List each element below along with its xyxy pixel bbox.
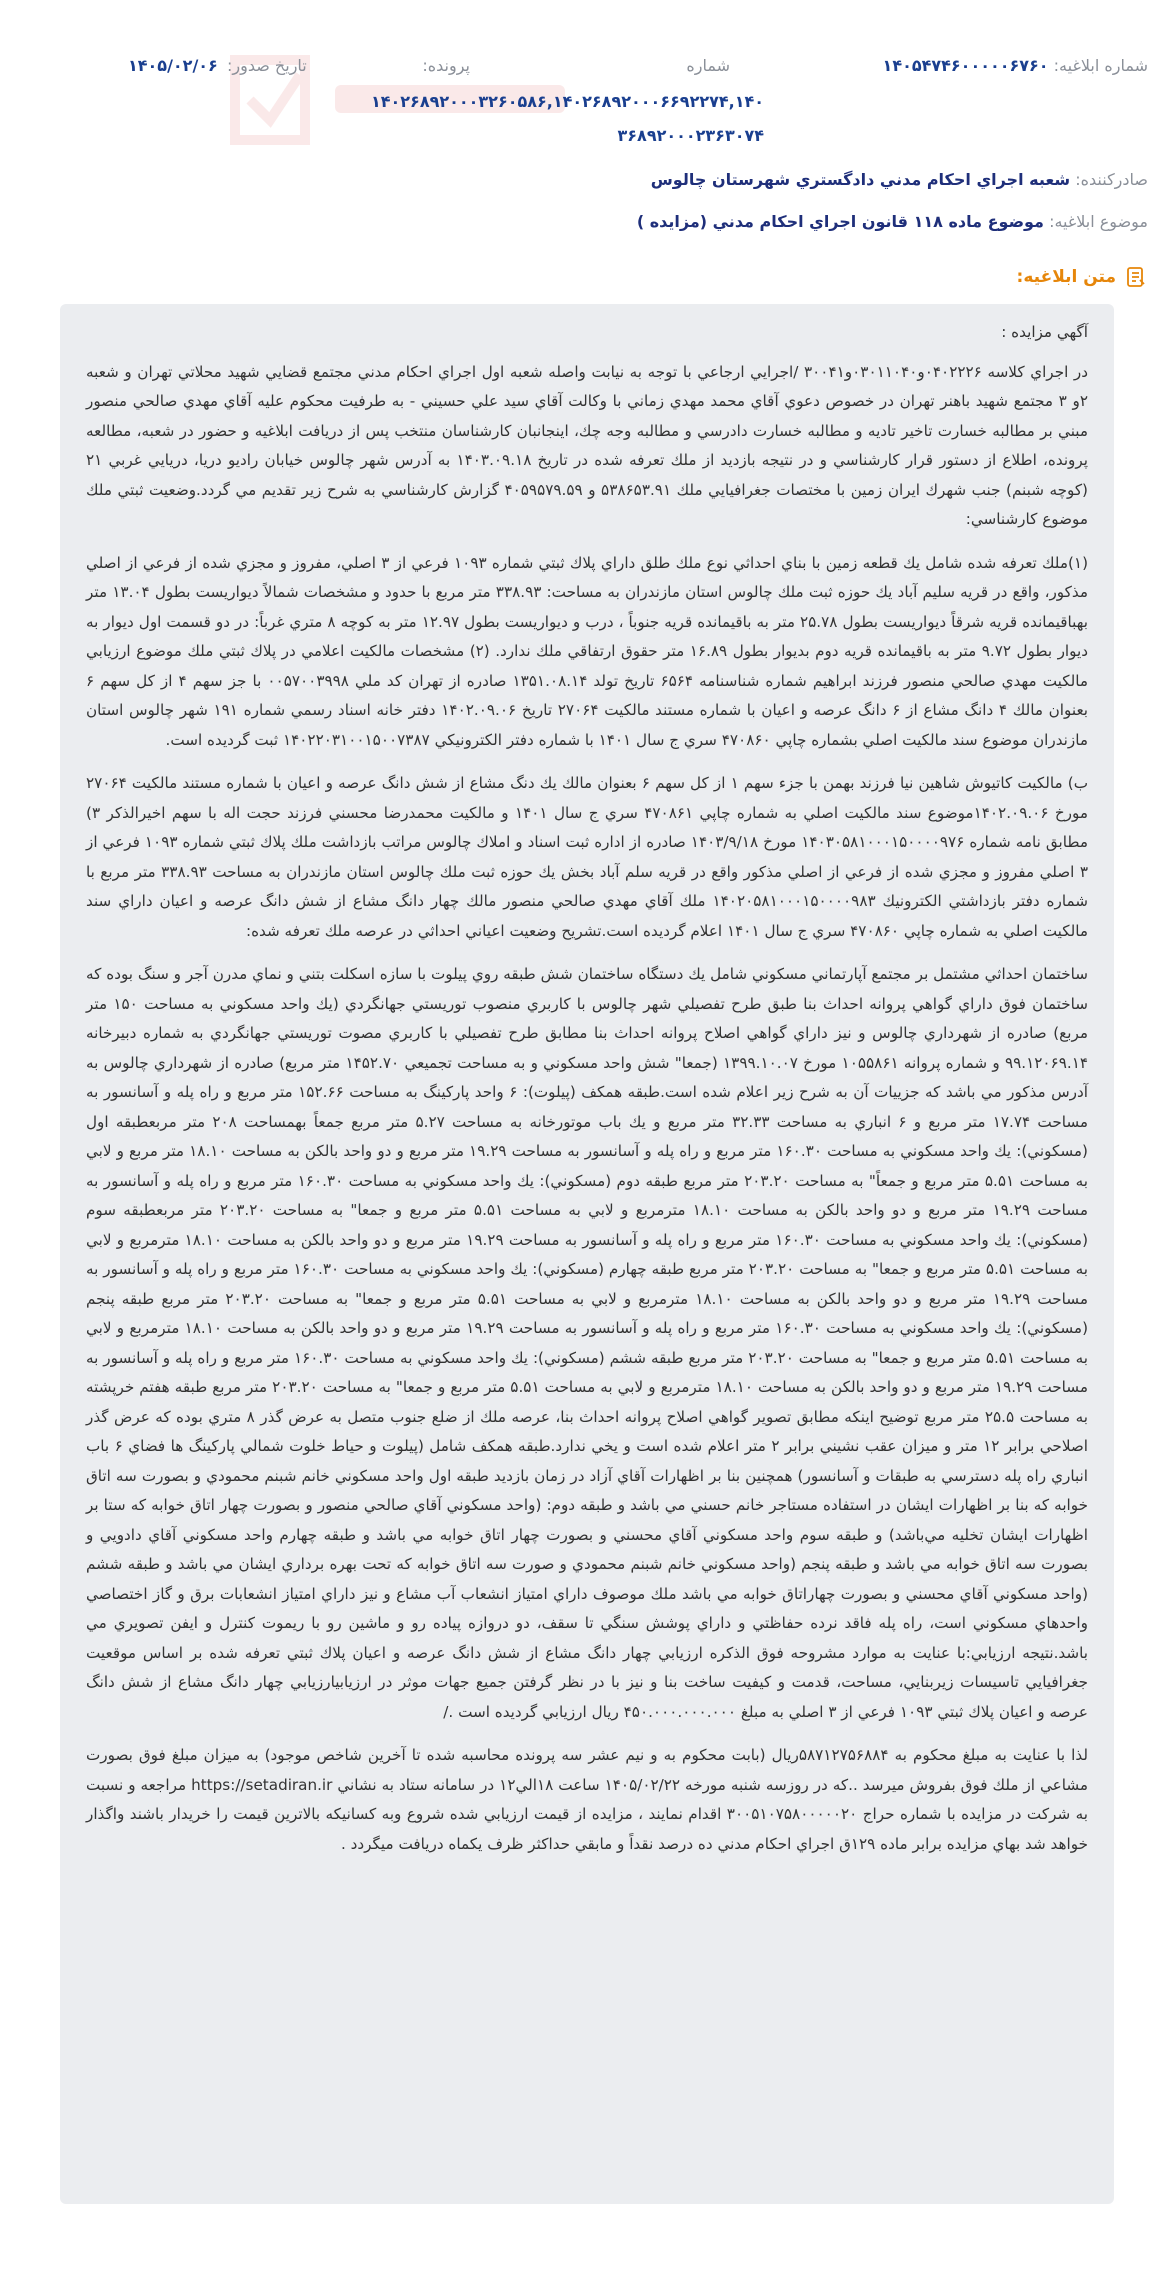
case-numbers — [371, 90, 764, 148]
issue-date: ۱۴۰۵/۰۲/۰۶ — [128, 56, 218, 75]
issuer-label: صادرکننده: — [1075, 170, 1148, 189]
notice-number: ۱۴۰۵۴۷۴۶۰۰۰۰۰۶۷۶۰ — [882, 56, 1049, 75]
notice-content-box — [60, 304, 1114, 2204]
document-icon — [1124, 265, 1148, 289]
issuer-row — [26, 168, 1148, 192]
content-paragraph: ساختمان احداثي مشتمل بر مجتمع آپارتماني مسكوني شامل يك دستگاه ساختمان شش طبقه روي پيلوت با سازه اسكلت بتني و نماي مدرن آجر و سنگ بوده كه ساختمان فوق داراي گواهي پروانه احداث بنا طبق طرح تفصيلي شهر چالوس با كاربري منصوب توريستي جهانگردي (يك واحد مسكوني به مساحت ۱۵۰ متر مربع) صادره از شهرداري چالوس و نيز داراي گواهي اصلاح پروانه احداث بنا مطابق طرح تفصيلي با كاربري مصوت توريستي جهانگردي به شماره دبيرخانه ۹۹.۱۲۰۶۹.۱۴ و شماره پروانه ۱۰۵۵۸۶۱ مورخ ۱۳۹۹.۱۰.۰۷ (جمعا" شش واحد مسكوني و به مساحت تجميعي ۱۴۵۲.۷۰ متر مربع) صادره از شهرداري چالوس به آدرس مذكور مي باشد كه جزييات آن به شرح زير اعلام شده است.طبقه همكف (پيلوت): ۶ واحد پاركينگ به مساحت ۱۵۲.۶۶ متر مربع و راه پله و آسانسور به مساحت ۱۷.۷۴ متر مربع و ۶ انباري به مساحت ۳۲.۳۳ متر مربع و يك باب موتورخانه به مساحت ۵.۲۷ متر مربع جمعاً بهمساحت ۲۰۸ متر مربعطبقه اول (مسكوني): يك واحد مسكوني به مساحت ۱۶۰.۳۰ متر مربع و راه پله و آسانسور به مساحت ۱۹.۲۹ متر مربع و دو واحد بالكن به مساحت ۱۸.۱۰ متر مربع و لابي به مساحت ۵.۵۱ متر مربع و جمعاً" به مساحت ۲۰۳.۲۰ متر مربع طبقه دوم (مسكوني): يك واحد مسكوني به مساحت ۱۶۰.۳۰ متر مربع و راه پله و آسانسور به مساحت ۱۹.۲۹ متر مربع و دو واحد بالكن به مساحت ۱۸.۱۰ مترمربع و لابي به مساحت ۵.۵۱ متر مربع و جمعا" به مساحت ۲۰۳.۲۰ متر مربعطبقه سوم (مسكوني): يك واحد مسكوني به مساحت ۱۶۰.۳۰ متر مربع و راه پله و آسانسور به مساحت ۱۹.۲۹ متر مربع و دو واحد بالكن به مساحت ۱۸.۱۰ مترمربع و لابي به مساحت ۵.۵۱ متر مربع و جمعا" به مساحت ۲۰۳.۲۰ متر مربع طبقه چهارم (مسكوني): يك واحد مسكوني به مساحت ۱۶۰.۳۰ متر مربع و راه پله و آسانسور به مساحت ۱۹.۲۹ متر مربع و دو واحد بالكن به مساحت ۱۸.۱۰ مترمربع و لابي به مساحت ۵.۵۱ متر مربع و جمعا" به مساحت ۲۰۳.۲۰ متر مربع طبقه پنجم (مسكوني): يك واحد مسكوني به مساحت ۱۶۰.۳۰ متر مربع و راه پله و آسانسور به مساحت ۱۹.۲۹ متر مربع و دو واحد بالكن به مساحت ۱۸.۱۰ مترمربع و لابي به مساحت ۵.۵۱ متر مربع و جمعا" به مساحت ۲۰۳.۲۰ متر مربع طبقه ششم (مسكوني): يك واحد مسكوني به مساحت ۱۶۰.۳۰ متر مربع و راه پله و آسانسور به مساحت ۱۹.۲۹ متر مربع و دو واحد بالكن به مساحت ۱۸.۱۰ مترمربع و لابي به مساحت ۵.۵۱ متر مربع و جمعا" به مساحت ۲۰۳.۲۰ متر مربع طبقه هفتم خرپشته به مساحت ۲۵.۵ متر مربع توضيح اينكه مطابق تصوير گواهي اصلاح پروانه احداث بنا، عرصه ملك از ضلع جنوب متصل به عرض گذر ۸ متري بوده كه عرض گذر اصلاحي برابر ۱۲ متر و ميزان عقب نشيني برابر ۲ متر اعلام شده است و يخي ندارد.طبقه همكف شامل (پيلوت و حياط خلوت شمالي پاركينگ ها فضاي ۶ باب انباري راه پله دسترسي به طبقات و آسانسور) همچنين بنا بر اظهارات آقاي آزاد در زمان بازديد طبقه اول واحد مسكوني خانم شبنم محمودي و بصورت سه اتاق خوابه كه بنا بر اظهارات ايشان در استفاده مستاجر خانم حسني مي باشد و طبقه دوم: (واحد مسكوني آقاي صالحي منصور و بصورت چهار اتاق خوابه كه ستا بر اظهارات ايشان تخليه مي‌باشد) و طبقه سوم واحد مسكوني آقاي محسني و بصورت چهار اتاق خوابه مي باشد و طبقه چهارم واحد مسكوني آقاي دادويي و بصورت سه اتاق خوابه مي باشد و طبقه پنجم (واحد مسكوني خانم شبنم محمودي و صورت سه اتاق خوابه كه تحت بهره برداري ايشان مي باشد و طبقه ششم (واحد مسكوني آقاي محسني و بصورت چهاراتاق خوابه مي باشد ملك موصوف داراي امتياز انشعاب آب مشاع و نيز داراي امتياز انشعابات برق و گاز اختصاصي واحدهاي مسكوني است، راه پله فاقد نرده حفاظتي و داراي پوشش سنگي تا سقف، دو دروازه پياده رو و ماشين رو با ريموت كنترل و ايفن تصويري مي باشد.نتيجه ارزيابي:با عنايت به موارد مشروحه فوق الذكره ارزيابي چهار دانگ مشاع از شش دانگ عرصه و اعيان پلاك ثبتي تعرفه شده بر اساس موقعيت جغرافيايي تاسيسات زيربنايي، مساحت، قدمت و كيفيت ساخت بنا و نيز با در نظر گرفتن جميع جهات موثر در ارزيابيارزيابي چهار دانگ مشاع از شش دانگ عرصه و اعيان پلاك ثبتي ۱۰۹۳ فرعي از ۳ اصلي به مبلغ ۴۵۰.۰۰۰.۰۰۰.۰۰۰ ريال ارزيابي گرديده است ./ — [86, 965, 1089, 1721]
content-paragraph: در اجراي كلاسه ۰۴۰۲۲۲۶و۰۳۰۱۱۰۴۰و۳۰۰۴۱ /اجرايي ارجاعي با توجه به نيابت واصله شعبه اول اجراي احكام مدني مجتمع قضايي شهيد محلاتي تهران و شعبه ۲و ۳ مجتمع شهيد باهنر تهران در خصوص دعوي آقاي محمد مهدي زماني با وكالت آقاي سيد علي حسيني - به طرفيت محكوم عليه آقاي مهدي صالحي منصور مبني بر مطالبه خسارت تاخير تاديه و مطالبه خسارت دادرسي و مطالبه وجه چك، اينجانبان كارشناسان منتخب پس از دريافت ابلاغيه و حضور در شعبه، مطالعه پرونده، اطلاع از دستور قرار كارشناسي و در نتيجه بازديد از ملك تعرفه شده در تاريخ ۱۴۰۳.۰۹.۱۸ به آدرس شهر چالوس خيابان راديو دريا، دريايي غربي ۲۱ (كوچه شبنم) جنب شهرك ايران زمين با مختصات جغرافيايي ملك ۵۳۸۶۵۳.۹۱ و ۴۰۵۹۵۷۹.۵۹ گزارش كارشناسي به شرح زير تقديم مي گردد.وضعيت ثبتي ملك موضوع كارشناسي: — [86, 362, 1088, 528]
issuer: شعبه اجراي احكام مدني دادگستري شهرستان چالوس — [650, 170, 1071, 189]
case-label: پرونده: — [422, 56, 470, 75]
content-paragraph: ب) مالكيت كاتيوش شاهين نيا فرزند بهمن با جزء سهم ۱ از كل سهم ۶ بعنوان مالك يك دنگ مشاع از شش دانگ عرصه و اعيان با شماره مستند مالكيت ۲۷۰۶۴ مورخ ۱۴۰۲.۰۹.۰۶موضوع سند مالكيت اصلي به شماره چاپي ۴۷۰۸۶۱ سري ج سال ۱۴۰۱ و مالكيت محمدرضا محسني فرزند حجت اله با سهم اخيرالذكر ۳) مطابق نامه شماره ۱۴۰۳۰۵۸۱۰۰۰۱۵۰۰۰۰۹۷۶ مورخ ۱۴۰۳/۹/۱۸ صادره از اداره ثبت اسناد و املاك چالوس مراتب بازداشت ملك پلاك ثبتي شماره ۱۰۹۳ فرعي از ۳ اصلي مفروز و مجزي شده از فرعي از اصلي مذكور واقع در قريه سلم آباد بخش يك حوزه ثبت ملك چالوس استان مازندران به مساحت ۳۳۸.۹۳ متر مربع با شماره دفتر بازداشتي الكترونيك ۱۴۰۲۰۵۸۱۰۰۰۱۵۰۰۰۰۹۸۳ ملك آقاي مهدي صالحي منصور مالك چهار دانگ مشاع از شش دانگ عرصه و اعيان داراي سند مالكيت اصلي به شماره چاپي ۴۷۰۸۶۰ سري ج سال ۱۴۰۱ اعلام گرديده است.تشريح وضعيت اعياني احداثي در عرصه ملك تعرفه شده: — [86, 774, 1088, 940]
content-paragraph: لذا با عنايت به مبلغ محكوم به ۵۸۷۱۲۷۵۶۸۸۴ريال (بابت محكوم به و نيم عشر سه پرونده محاسبه شده تا آخرين شاخص موجود) به ميزان مبلغ فوق بصورت مشاعي از ملك فوق بفروش ميرسد ..كه در روزسه شنبه مورخه ۱۴۰۵/۰۲/۲۲ ساعت ۱۸الي۱۲ در سامانه ستاد به نشاني https://setadiran.ir مراجعه و نسبت به شركت در مزايده با شماره حراج ۳۰۰۵۱۰۷۵۸۰۰۰۰۰۲۰ اقدام نمايند ، مزايده از قيمت ارزيابي شده شروع وبه كسانيكه بالاترين قيمت را خريدار باشند واگذار خواهد شد بهاي مزايده برابر ماده ۱۲۹ق اجراي احكام مدني ده درصد نقداً و مابقي حداكثر ظرف يكماه دريافت ميگردد . — [86, 1746, 1089, 1853]
issue-date-label: تاریخ صدور: — [227, 56, 307, 75]
notice-number-label: شماره ابلاغیه: — [1053, 56, 1148, 75]
subject-row — [26, 210, 1148, 234]
notice-number-field — [883, 54, 1148, 78]
case-numbers-line-1: ۱۴۰۲۶۸۹۲۰۰۰۳۲۶۰۵۸۶,۱۴۰۲۶۸۹۲۰۰۰۶۶۹۲۲۷۴,۱۴۰ — [370, 92, 764, 111]
subject-label: موضوع ابلاغیه: — [1049, 212, 1148, 231]
content-paragraph: آگهي مزايده : — [1001, 323, 1088, 341]
subject: موضوع ماده ۱۱۸ قانون اجراي احكام مدني (مزايده ) — [636, 212, 1044, 231]
case-numbers-line-2: ۳۶۸۹۲۰۰۰۲۳۶۳۰۷۴ — [617, 126, 764, 145]
content-heading — [1017, 265, 1148, 289]
number-label: شماره — [686, 56, 730, 75]
content-paragraph: (۱)ملك تعرفه شده شامل يك قطعه زمين با بناي احداثي نوع ملك طلق داراي پلاك ثبتي شماره ۱۰۹۳ فرعي از ۳ اصلي، مفروز و مجزي شده از فرعي از اصلي مذكور، واقع در قريه سليم آباد يك حوزه ثبت ملك چالوس استان مازندران به مساحت: ۳۳۸.۹۳ متر مربع با حدود و مشخصات شمالاً ديواريست بطول ۱۳.۰۴ متر بهباقيمانده قريه شرقاً ديواريست بطول ۲۵.۷۸ متر به باقيمانده قريه جنوباً ، درب و ديواريست بطول ۱۲.۹۷ متر به كوچه ۸ متري غرباً: در دو قسمت اول ديوار به ديوار بطول ۹.۷۲ متر به باقيمانده قريه دوم بديوار بطول ۱۶.۸۹ متر حقوق ارتفاقي ملك ندارد. (۲) مشخصات مالكيت اعلامي در پلاك ثبتي ملك موضوع ارزيابي مالكيت مهدي صالحي منصور فرزند ابراهيم شماره شناسنامه ۶۵۶۴ تاريخ تولد ۱۳۵۱.۰۸.۱۴ صادره از تهران كد ملي ۰۰۵۷۰۰۳۹۹۸ با جز سهم ۴ از كل سهم ۶ بعنوان مالك ۴ دانگ مشاع از ۶ دانگ عرصه و اعيان با شماره مستند مالكيت ۲۷۰۶۴ تاريخ ۱۴۰۲.۰۹.۰۶ دفتر خانه اسناد رسمي شماره ۱۹۱ شهر چالوس استان مازندران موضوع سند مالكيت اصلي بشماره چاپي ۴۷۰۸۶۰ سري ج سال ۱۴۰۱ با شماره دفتر الكترونيكي ۱۴۰۲۲۰۳۱۰۰۱۵۰۰۷۳۸۷ ثبت گرديده است. — [86, 553, 1088, 749]
content-heading-label: متن ابلاغیه: — [1016, 267, 1116, 287]
